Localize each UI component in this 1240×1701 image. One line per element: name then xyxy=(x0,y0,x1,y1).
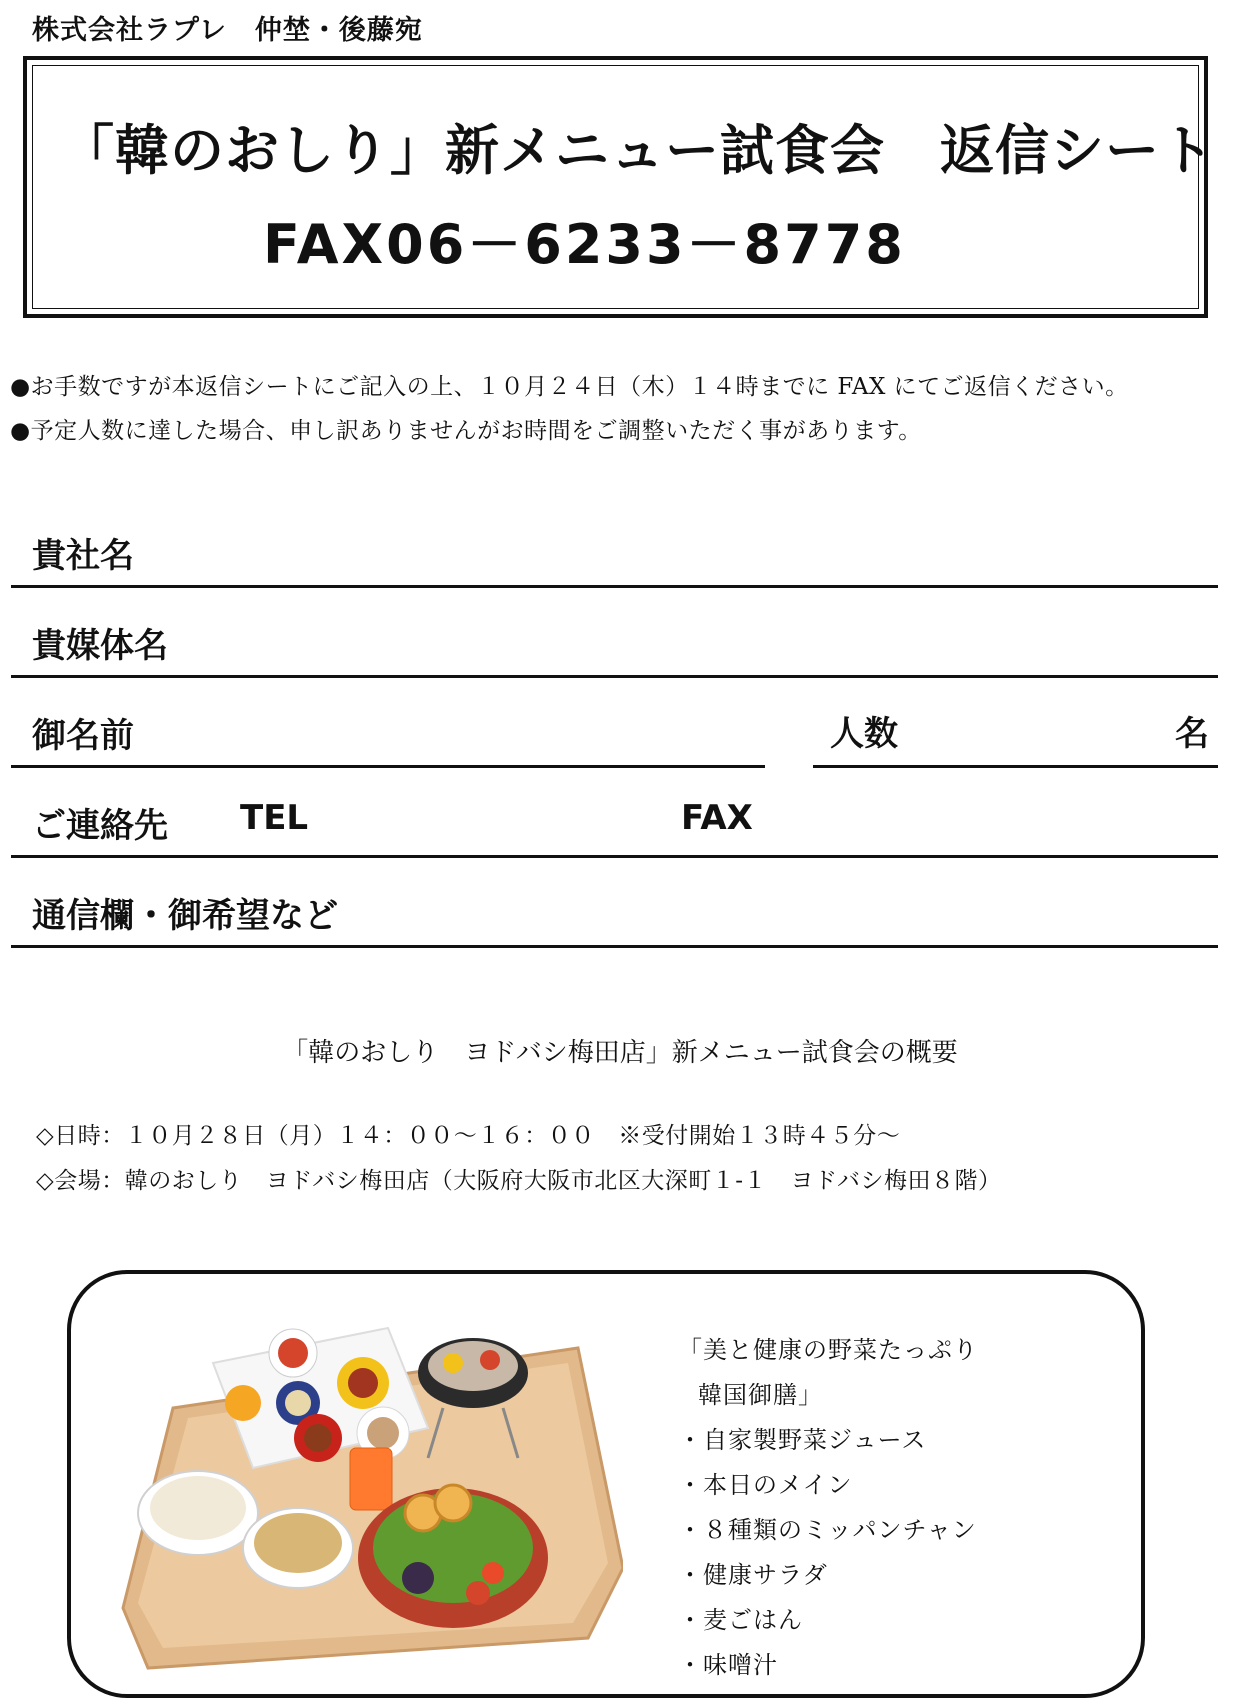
addressee: 株式会社ラプレ 仲埜・後藤宛 xyxy=(32,15,423,46)
fax-label: FAX xyxy=(681,798,753,838)
event-datetime: ◇日時：１０月２８日（月）１４：００～１６：００ ※受付開始１３時４５分～ xyxy=(36,1123,901,1149)
comments-field[interactable] xyxy=(11,945,1218,948)
person-name-label: 御名前 xyxy=(32,716,134,756)
attendee-count-field[interactable] xyxy=(813,765,1218,768)
menu-item-soup: ・味噌汁 xyxy=(678,1651,778,1679)
menu-item-rice: ・麦ごはん xyxy=(678,1606,803,1634)
contact-field[interactable] xyxy=(11,855,1218,858)
person-name-field[interactable] xyxy=(11,765,765,768)
media-name-field[interactable] xyxy=(11,675,1218,678)
comments-label: 通信欄・御希望など xyxy=(32,896,338,936)
fax-number: FAX06－6233－8778 xyxy=(263,213,906,276)
menu-title-line2: 韓国御膳」 xyxy=(698,1381,823,1409)
menu-item-juice: ・自家製野菜ジュース xyxy=(678,1426,927,1454)
summary-title: 「韓のおしり ヨドバシ梅田店」新メニュー試食会の概要 xyxy=(282,1038,958,1068)
menu-item-main: ・本日のメイン xyxy=(678,1471,853,1499)
tel-label: TEL xyxy=(240,798,309,838)
meal-set-photo xyxy=(118,1308,623,1674)
company-name-label: 貴社名 xyxy=(32,536,134,576)
note-capacity: ●予定人数に達した場合、申し訳ありませんがお時間をご調整いただく事があります。 xyxy=(10,418,922,444)
company-name-field[interactable] xyxy=(11,585,1218,588)
media-name-label: 貴媒体名 xyxy=(32,626,168,666)
note-deadline: ●お手数ですが本返信シートにご記入の上、１０月２４日（木）１４時までに FAX にてご返信ください。 xyxy=(10,374,1129,400)
contact-label: ご連絡先 xyxy=(32,806,168,846)
document-title: 「韓のおしり」新メニュー試食会 返信シート xyxy=(60,119,1215,182)
menu-title-line1: 「美と健康の野菜たっぷり xyxy=(678,1336,978,1364)
attendee-count-unit: 名 xyxy=(1175,714,1209,754)
menu-item-side-dishes: ・８種類のミッパンチャン xyxy=(678,1516,977,1544)
attendee-count-label: 人数 xyxy=(830,714,898,754)
menu-item-salad: ・健康サラダ xyxy=(678,1561,828,1589)
event-venue: ◇会場：韓のおしり ヨドバシ梅田店（大阪府大阪市北区大深町１-１ ヨドバシ梅田８階） xyxy=(36,1168,1002,1194)
